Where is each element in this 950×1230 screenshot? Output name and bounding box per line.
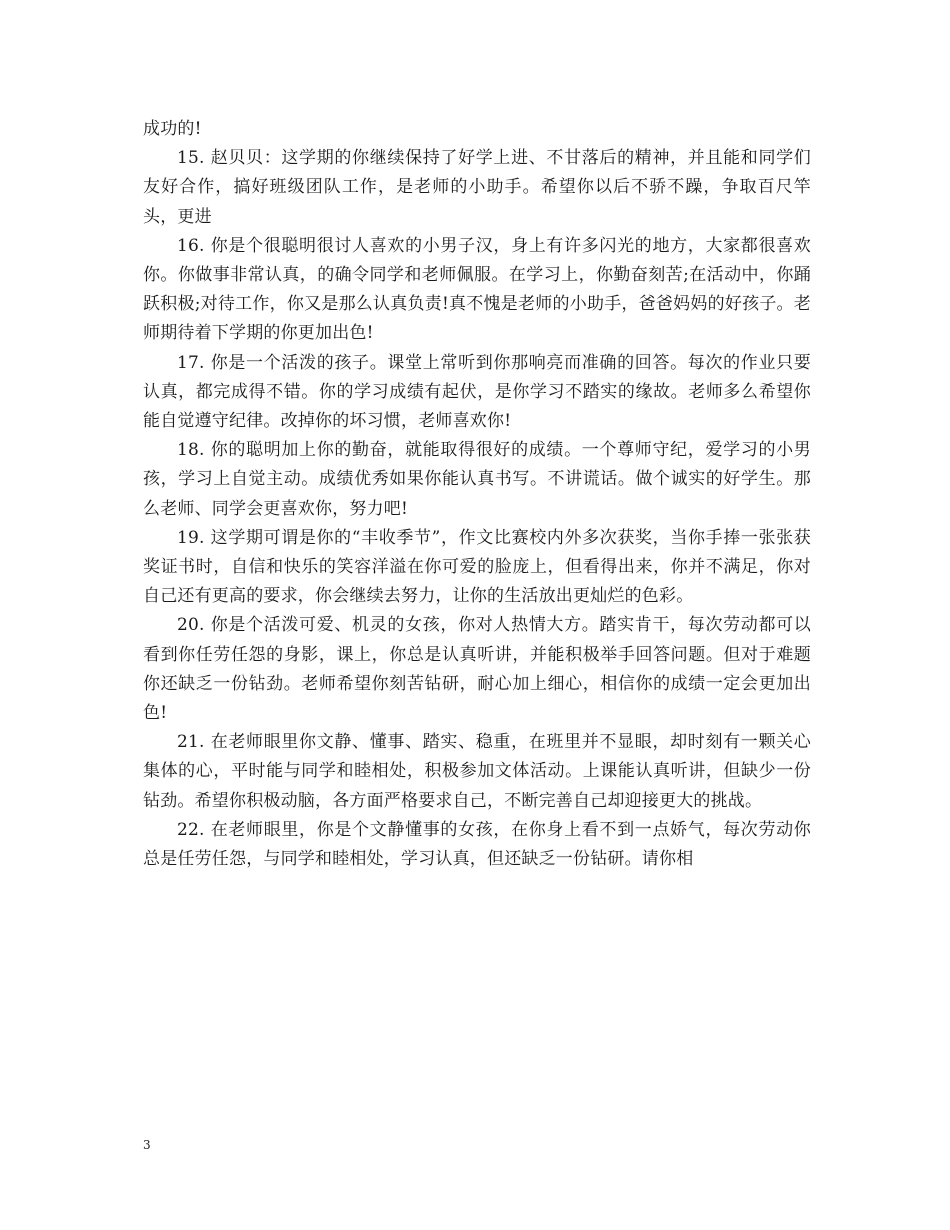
page-number: 3 (143, 1138, 151, 1152)
paragraph-comment-22: 22. 在老师眼里，你是个文静懂事的女孩，在你身上看不到一点娇气，每次劳动你总是任劳任怨，与同学和睦相处，学习认真，但还缺乏一份钻研。请你相 (143, 819, 811, 870)
paragraph-comment-16: 16. 你是个很聪明很讨人喜欢的小男子汉，身上有许多闪光的地方，大家都很喜欢你。你做事非常认真，的确令同学和老师佩服。在学习上，你勤奋刻苦;在活动中，你踊跃积极;对待工作，你又是那么认真负责!真不愧是老师的小助手，爸爸妈妈的好孩子。老师期待着下学期的你更加出色! (143, 235, 811, 344)
paragraph-continuation: 成功的! (143, 119, 202, 139)
paragraph-comment-18: 18. 你的聪明加上你的勤奋，就能取得很好的成绩。一个尊师守纪，爱学习的小男孩，学习上自觉主动。成绩优秀如果你能认真书写。不讲谎话。做个诚实的好学生。那么老师、同学会更喜欢你，努力吧! (143, 440, 811, 519)
paragraph-comment-15: 15. 赵贝贝：这学期的你继续保持了好学上进、不甘落后的精神，并且能和同学们友好合作，搞好班级团队工作，是老师的小助手。希望你以后不骄不躁，争取百尺竿头，更进 (143, 148, 811, 227)
paragraph-comment-17: 17. 你是一个活泼的孩子。课堂上常听到你那响亮而准确的回答。每次的作业只要认真，都完成得不错。你的学习成绩有起伏，是你学习不踏实的缘故。老师多么希望你能自觉遵守纪律。改掉你的坏习惯，老师喜欢你! (143, 352, 811, 432)
document-body (143, 115, 811, 874)
paragraph-comment-19: 19. 这学期可谓是你的“丰收季节”，作文比赛校内外多次获奖，当你手捧一张张获奖证书时，自信和快乐的笑容洋溢在你可爱的脸庞上，但看得出来，你并不满足，你对自己还有更高的要求，你会继续去努力，让你的生活放出更灿烂的色彩。 (143, 527, 811, 607)
paragraph-comment-20: 20. 你是个活泼可爱、机灵的女孩，你对人热情大方。踏实肯干，每次劳动都可以看到你任劳任怨的身影，课上，你总是认真听讲，并能积极举手回答问题。但对于难题你还缺乏一份钻劲。老师希望你刻苦钻研，耐心加上细心，相信你的成绩一定会更加出色! (143, 615, 811, 724)
paragraph-comment-21: 21. 在老师眼里你文静、懂事、踏实、稳重，在班里并不显眼，却时刻有一颗关心集体的心，平时能与同学和睦相处，积极参加文体活动。上课能认真听讲，但缺少一份钻劲。希望你积极动脑，各方面严格要求自己，不断完善自己却迎接更大的挑战。 (143, 732, 811, 811)
